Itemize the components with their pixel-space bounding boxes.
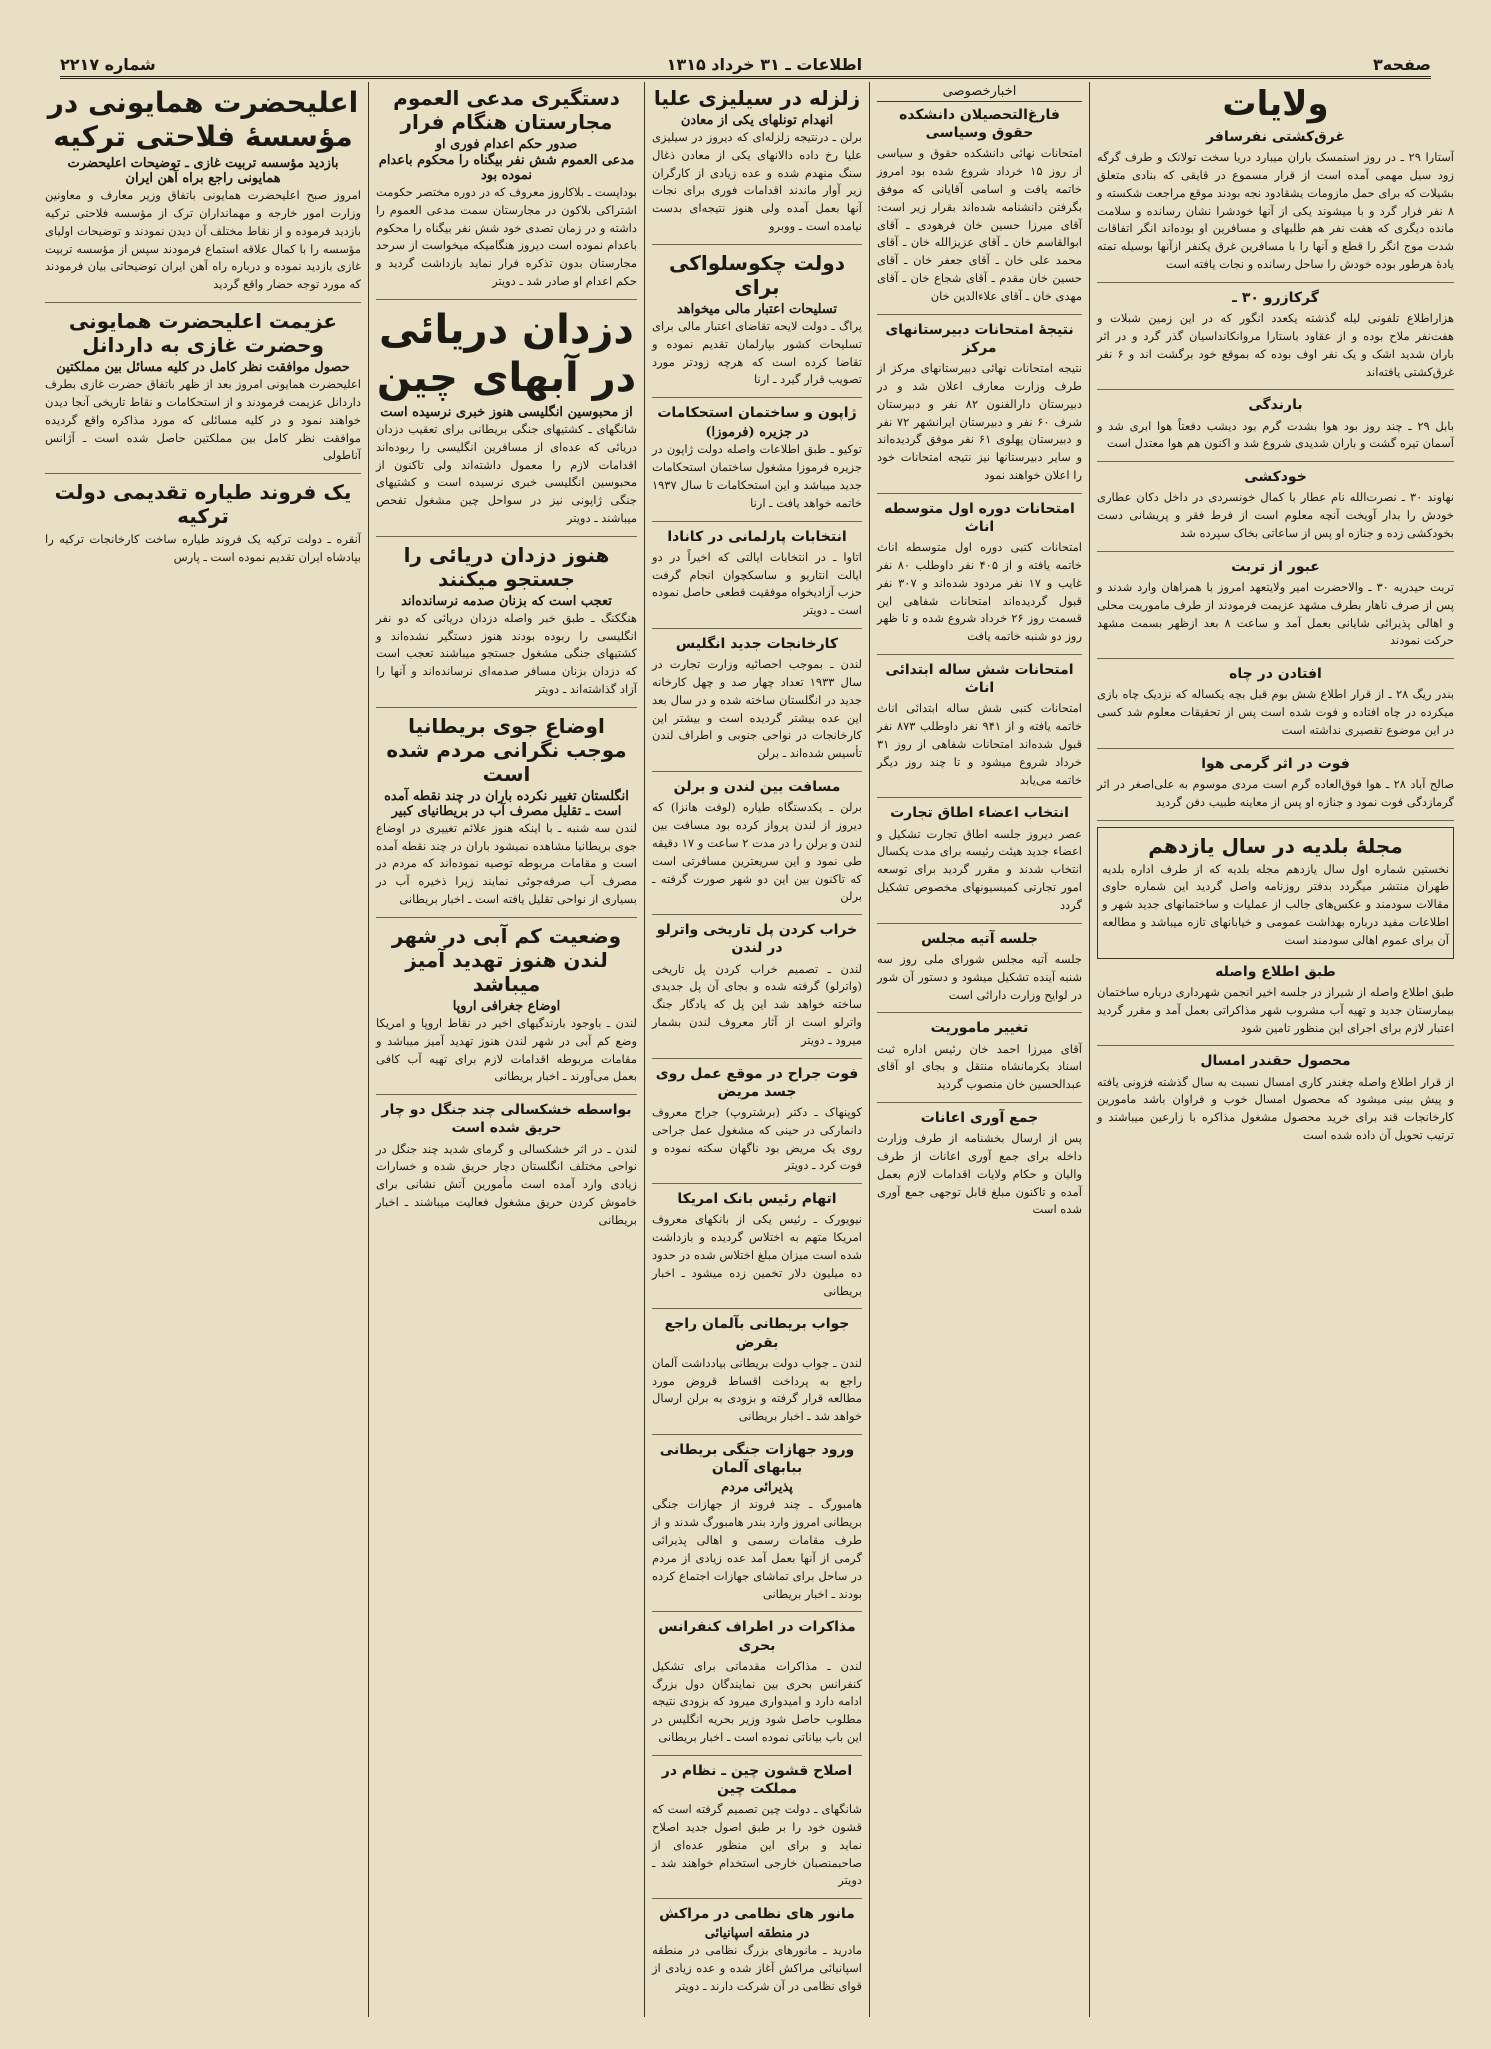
headline: بواسطه خشکسالی چند جنگل دو چار حریق شده است [381, 1102, 632, 1137]
article [1097, 396, 1454, 462]
issue-number: شماره ۲۲۱۷ [60, 54, 156, 74]
page-number: صفحه۳ [1373, 54, 1431, 74]
article [45, 86, 361, 303]
headline: اتهام رئیس بانک امریکا [677, 1191, 837, 1208]
article-body: کوپنهاک ـ دکتر (برشتروپ) جراح معروف دانمارکی در حینی که مشغول عمل جراحی روی یک مریض بود ناگهان سکته نموده و فوت کرد ـ دویتر [652, 1104, 862, 1173]
article [45, 480, 361, 575]
columns [38, 82, 1461, 2017]
kicker: در جزیره (فرموزا) [705, 425, 809, 441]
article [1097, 558, 1454, 659]
headline: وضعیت کم آبی در شهر لندن هنوز تهدید آمیز میباشد [391, 923, 622, 996]
article-body: مادرید ـ مانورهای بزرگ نظامی در منطقه اسپانیائی مراکش آغاز شده و عده زیادی از قوای نظامی در آن شرکت دارند ـ دویتر [652, 1943, 862, 1993]
masthead [60, 52, 1431, 79]
headline: جواب بریطانی بآلمان راجع بقرض [664, 1316, 850, 1351]
subheadline: از محبوسین انگلیسی هنوز خبری نرسیده است [380, 404, 633, 420]
headline: محصول حقندر امسال [1200, 1053, 1351, 1070]
article-body: آنقره ـ دولت ترکیه یک فروند طیاره ساخت کارخانجات ترکیه را بپادشاه ایران تقدیم نموده است ـ پارس [45, 532, 361, 564]
article-body: امتحانات کتبی دوره اول متوسطه اناث خاتمه یافته و از ۴۰۵ نفر داوطلب ۸۰ نفر غایب و ۱۷ نفر مردود شده‌اند و ۳۰۷ نفر قبول گردیده‌اند امتحانات شفاهی این قسمت روز ۲۶ خرداد شروع شده و تا ظهر روز دو شنبه خاتمه یافت [877, 540, 1083, 644]
article-body: جلسه آتیه مجلس شورای ملی روز سه شنبه آینده تشکیل میشود و دستور آن شور در لوایح وزارت دارائی است [877, 951, 1082, 1002]
headline: افتادن در چاه [1229, 666, 1322, 683]
column-royal-visit [38, 82, 368, 2017]
headline: عبور از تربت [1231, 558, 1320, 575]
article [1097, 128, 1454, 283]
headline: بارندگی [1248, 397, 1303, 414]
article-body: لندن سه شنبه ـ با اینکه هنوز علائم تغییری در اوضاع جوی بریطانیا مشاهده نمیشود باران در چند نقطه آمده است و مقامات مربوطه توصیه نموده‌اند که مردم در مصرف آب صرفه‌جوئی نمایند زیرا ذخیره آب در بسیاری از نواحی تقلیل یافته است ـ اخبار بریطانی [376, 820, 637, 907]
article [45, 309, 361, 474]
article-body: لندن ـ تصمیم خراب کردن پل تاریخی (واترلو) گرفته شده و بجای آن پل جدیدی ساخته خواهد شد این پل که یادگار جنگ واترلو است از آثار معروف لندن بشمار میرود ـ دویتر [652, 961, 862, 1047]
article-body: تربت حیدریه ۳۰ ـ والاحضرت امیر ولایتعهد امروز با همراهان وارد شدند و پس از صرف ناهار بطرف مشهد عزیمت فرمودند از طرف ماموریت محلی و اهالی پذیرائی شایانی بعمل آمد و ساعت ۸ بعد ازظهر بسمت مشهد حرکت نمودند [1097, 579, 1454, 648]
headline: ورود جهازات جنگی بریطانی ببابهای آلمان [659, 1442, 855, 1477]
headline: مذاکرات در اطراف کنفرانس بحری [658, 1619, 856, 1654]
article-body: برلن ـ درنتیجه زلزله‌ای که دیروز در سیلیزی علیا رخ داده دالانهای یکی از معادن ذغال سنگ منهدم شده و عده زیادی از کارگران زیر آوار ماندند اقدامات فوری برای نجات آنها بعمل آمده ولی هنوز نتیجه‌ای بدست نیامده است ـ ووبرو [652, 130, 862, 234]
headline: ژاپون و ساختمان استحکامات [657, 405, 857, 422]
headline: غرق‌کشتی نفرسافر [1206, 129, 1345, 145]
article [376, 86, 637, 300]
article-body: اعلیحضرت همایونی امروز بعد از ظهر باتفاق حضرت غازی بطرف داردانل عزیمت فرمودند و از استحکامات و نقاط تاریخی آنجا دیدن خواهند نمود و در کلیه مسائلی که مورد مذاکره واقع گردیده موافقت نظر کامل بین مملکتین حاصل شده است ـ آژانس آناطولی [45, 377, 361, 463]
article-body: امتحانات نهائی دانشکده حقوق و سیاسی از روز ۱۵ خرداد شروع شده بود امروز خاتمه یافت و اسامی آقایانی که موفق بگرفتن دانشنامه شده‌اند بقرار زیر است: آقای میرزا حسین خان فرهودی ـ آقای ابوالقاسم خان ـ آقای عزیزالله خان ـ آقای محمد علی خان ـ آقای جعفر خان ـ آقای حسین خان مقدم ـ آقای شجاع خان ـ آقای مهدی خان ـ آقای علاءالدین خان [877, 146, 1082, 303]
article [652, 921, 862, 1058]
headline: اصلاح قشون چین ـ نظام در مملکت چین [661, 1762, 853, 1797]
article-body: بندر ریگ ۲۸ ـ از قرار اطلاع شش بوم قبل بچه یکساله که نزدیک چاه بازی میکرده در چاه افتاده و فوت شده است پس از تحقیقات معلوم شد کسی در این موضوع تقصیری نداشته است [1097, 687, 1454, 737]
kicker: انهدام تونلهای یکی از معادن [680, 113, 834, 128]
headline: فارغ‌التحصیلان دانشکده حقوق وسیاسی [899, 107, 1060, 142]
article [877, 930, 1082, 1014]
headline: گرکازرو ۳۰ ـ [1232, 289, 1319, 306]
article [652, 1762, 862, 1899]
headline: هنوز دزدان دریائی را جستجو میکنند [403, 542, 610, 591]
article-body: آستارا ۲۹ ـ در روز استمسک باران میبارد دریا سخت تولانک و طرف گرگه زود سیل مهمی آمده است از قرار مسموع در قایقی که بنادی متعلق بشیلات که برای حمل مازومات یشقادود نجه بودند موقع مراجعت شکسته و ۸ نفر فرار گرد و با میشوند یکی از آنها خودشرا نشان رسانده و سلامت مانده دیگری که هفت نفر هم طلبهای و مسافرین او بوده‌اند انگر اتفاقات شدت موج انگر را قطع و آنها را با مسافرین غرق یکنفر ازآنها بوسیله تمته یادهٔ هرطور بوده خودش را ساحل رسانده و نجات یافته است [1097, 150, 1454, 272]
article [877, 321, 1082, 494]
column-label: اخبارخصوصی [877, 84, 1082, 102]
headline: دستگیری مدعی العموم مجارستان هنگام فرار [393, 86, 620, 134]
headline: جلسه آتیه مجلس [921, 930, 1038, 947]
article [652, 635, 862, 772]
article [1097, 665, 1454, 749]
headline: مجلهٔ بلدیه در سال یازدهم [1148, 833, 1403, 858]
article-body: امتحانات کتبی شش ساله ابتدائی اناث خاتمه یافته و از ۹۴۱ نفر داوطلب ۸۷۳ نفر قبول شده‌اند امتحانات شفاهی از روز ۳۱ خرداد شروع میشود و تا چند روز دیگر خاتمه می‌یابد [877, 701, 1082, 787]
article [1097, 1052, 1454, 1152]
article-body: نتیجه امتحانات نهائی دبیرستانهای مرکز از طرف وزارت معارف اعلان شد و در دبیرستان دارالفنون ۸۲ نفر و دبیرستان شرف ۶۰ نفر و دبیرستان ایرانشهر ۷۲ نفر و دبیرستان پهلوی ۶۱ نفر موفق گردیده‌اند و سایر دبیرستانها نیز نتیجه امتحانات خود را اعلان خواهند نمود [877, 361, 1083, 482]
article-body: نخستین شماره اول سال یازدهم مجله بلدیه که از طرف اداره بلدیه طهران منتشر میگردد بدفتر روزنامه واصل گردید این شماره حاوی مقالات سودمند و عکس‌های جالب از عملیات و ساختمانهای جدید شهر و اطلاعات مفید درباره بهداشت عمومی و خیابانهای تازه میباشد و مطالعه آن برای عموم اهالی سودمند است [1102, 861, 1449, 947]
article-body: شانگهای ـ کشتیهای جنگی بریطانی برای تعقیب دزدان دریائی که عده‌ای از مسافرین انگلیسی را ربوده‌اند اقدامات لازم را معمول داشته‌اند ولی تاکنون از محبوسین انگلیسی خبری نرسیده است و کشتیهای جنگی ژاپونی نیز در سواحل چین مشغول تفحص میباشند ـ دویتر [376, 421, 637, 525]
article-body: لندن ـ مذاکرات مقدماتی برای تشکیل کنفرانس بحری بین نمایندگان دول بزرگ ادامه دارد و امیدواری میرود که بزودی نتیجه مطلوب حاصل شود وزیر بحریه انگلیس در این باب بیاناتی نموده است ـ اخبار بریطانی [652, 1658, 862, 1744]
headline: کارخانجات جدید انگلیس [675, 636, 839, 652]
headline: امتحانات دوره اول متوسطه اناث [884, 500, 1075, 535]
headline: امتحانات شش ساله ابتدائی اناث [885, 662, 1074, 697]
article [652, 1190, 862, 1309]
article [652, 86, 862, 245]
headline: طبق اطلاع واصله [1215, 963, 1336, 980]
article-body: طبق اطلاع واصله از شیراز در جلسه اخیر انجمن شهرداری درباره ساختمان بیمارستان جدید و تهیه آب مشروب شهر مذاکراتی بعمل آمد و مقرر گردید اعتبار لازم برای اجرای این منظور تامین شود [1097, 984, 1454, 1035]
article [376, 714, 637, 918]
issue-date: اطلاعات ـ ۳۱ خرداد ۱۳۱۵ [666, 54, 863, 74]
headline: دزدان دریائی در آبهای چین [376, 306, 637, 401]
kicker: پذیرائی مردم [721, 1480, 793, 1496]
kicker: تعجب است که بزنان صدمه نرسانده‌اند [401, 593, 612, 609]
article-body: پراگ ـ دولت لایحه تقاضای اعتبار مالی برای تسلیحات کشور بپارلمان تقدیم نموده و تقاضا کرده است که هرچه زودتر مورد تصویب قرار گیرد ـ ارنا [652, 318, 862, 387]
article [376, 1101, 637, 1237]
article [652, 1315, 862, 1435]
article-body: نیویورک ـ رئیس یکی از بانکهای معروف امریکا متهم به اختلاس گردیده و بازداشت شده است میزان مبلغ اختلاس شده در حدود ده میلیون دلار تخمین زده میشود ـ اخبار بریطانی [652, 1212, 862, 1298]
headline: مانور های نظامی در مراکش [659, 1906, 855, 1923]
article-body: نهاوند ۳۰ ـ نصرت‌الله نام عطار با کمال خونسردی در داخل دکان عطاری خودش را بدار آویخت آنچه معلوم است از فرط فقر و پریشانی دست بخودکشی زده و جنازه او پس از ساعاتی بخاک سپرده شد [1097, 490, 1455, 540]
column-private-news [869, 82, 1089, 2017]
article [1097, 963, 1454, 1047]
headline: نتیجهٔ امتحانات دبیرستانهای مرکز [885, 321, 1074, 356]
article-body: لندن ـ در اثر خشکسالی و گرمای شدید چند جنگل در نواحی مختلف انگلستان دچار حریق شده و خسارات زیادی وارد آمده است مأمورین آتش نشانی برای خاموش کردن حریق مشغول فعالیت میباشند ـ اخبار بریطانی [376, 1141, 637, 1227]
headline: جمع آوری اعانات [920, 1109, 1039, 1126]
article-body: بوداپست ـ بلاکاروز معروف که در دوره مختصر حکومت اشتراکی بلاکون در مجارستان سمت مدعی العموم را داشته و در زمان تصدی خود شش نفر بیگناه را محکوم باعدام نموده است دیروز هنگامیکه میخواست از سرحد مجارستان بدون تذکره فرار نماید بازداشت گردید و حکم اعدام او صادر شد ـ دویتر [376, 185, 637, 289]
article [877, 661, 1082, 798]
article [877, 106, 1082, 315]
article-body: پس از ارسال بخشنامه از طرف وزارت داخله برای جمع آوری اعانات از طرف والیان و حکام ولایات اقدامات لازم بعمل آمده و تاکنون مبلغ قابل توجهی جمع آوری شده است [877, 1131, 1082, 1217]
article [652, 1065, 862, 1185]
headline: یک فروند طیاره تقدیمی دولت ترکیه [54, 480, 352, 529]
article-body: لندن ـ بموجب احصائیه وزارت تجارت در سال ۱۹۳۳ تعداد چهار صد و چهل کارخانه جدید در انگلستان ساخته شده و در سال بعد این عده بیشتر گردیده است و بیشتر این کارخانجات در نواحی جنوبی و اطراف لندن تأسیس شده‌اند ـ برلن [652, 657, 862, 761]
headline: فوت جراح در موقع عمل روی جسد مریض [655, 1065, 859, 1100]
article [652, 528, 862, 629]
headline: انتخابات پارلمانی در کانادا [667, 528, 847, 545]
article [877, 1019, 1082, 1103]
article [1097, 289, 1454, 390]
kicker: اوضاع جغرافی اروپا [452, 998, 561, 1014]
kicker: انگلستان تغییر نکرده باران در چند نقطه آمده است ـ تقلیل مصرف آب در بریطانیای کبیر [384, 788, 629, 819]
article-body: لندن ـ باوجود بارندگیهای اخیر در نقاط اروپا و امریکا وضع کم آبی در شهر لندن هنوز تهدید آمیز میباشد و مقامات مربوطه اقدامات لازم برای تهیه آب کافی بعمل می‌آورند ـ اخبار بریطانی [376, 1015, 637, 1084]
article-body: عصر دیروز جلسه اطاق تجارت تشکیل و اعضاء جدید هیئت رئیسه برای مدت یکسال انتخاب شدند و مقرر گردید برای توسعه امور تجارتی کمیسیونهای مخصوص تشکیل گردد [877, 826, 1082, 912]
article [652, 1905, 862, 2004]
article [652, 404, 862, 521]
article [1097, 468, 1454, 552]
kicker: مدعی العموم شش نفر بیگناه را محکوم باعدام نموده بود [378, 153, 635, 183]
headline: دولت چکوسلواکی برای [668, 250, 845, 299]
headline: خودکشی [1244, 469, 1307, 486]
article [877, 500, 1082, 655]
headline: اوضاع جوی بریطانیا موجب نگرانی مردم شده است [386, 713, 627, 786]
article [376, 924, 637, 1095]
article-body: شانگهای ـ دولت چین تصمیم گرفته است که قشون خود را بر طبق اصول جدید اصلاح نماید و برای این منظور عده‌ای از صاحبمنصبان خارجی استخدام خواهند شد ـ دویتر [652, 1802, 862, 1888]
article-body: امروز صبح اعلیحضرت همایونی باتفاق وزیر معارف و معاونین وزارت امور خارجه و مهمانداران ترک از مؤسسه فلاحتی ترکیه بازدید فرموده و از نقاط مختلف آن دیدن نمودند و توضیحات اولیای مؤسسه را با کمال علاقه استماع فرمودند سپس از مؤسسه تربیت غازی بازدید نموده و درباره راه آهن ایران توضیحاتی بیان فرمودند که مورد توجه حضار واقع گردید [45, 188, 361, 292]
subheadline: صدور حکم اعدام فوری او [435, 137, 578, 152]
headline: زلزله در سیلیزی علیا [653, 86, 861, 110]
article [376, 543, 637, 708]
article-boxed [1097, 827, 1454, 959]
headline: تغییر ماموریت [930, 1020, 1029, 1037]
headline: انتخاب اعضاء اطاق تجارت [890, 805, 1069, 822]
headline: مسافت بین لندن و برلن [673, 779, 841, 796]
article [652, 251, 862, 398]
article-body: برلن ـ یکدستگاه طیاره (لوفت هانزا) که دیروز از لندن پرواز کرده بود مسافت بین لندن و برلن را در مدت ۲ ساعت و ۱۷ دقیقه طی نمود و این سریعترین مسافرتی است که تاکنون بین این دو شهر صورت گرفته ـ برلن [652, 800, 862, 904]
headline: عزیمت اعلیحضرت همایونی وحضرت غازی به داردانل [68, 309, 338, 358]
article-body: توکیو ـ طبق اطلاعات واصله دولت ژاپون در جزیره فرموزا مشغول ساختمان استحکامات جدید میباشد و این استحکامات تا سال ۱۹۳۷ خاتمه خواهد یافت ـ ارنا [652, 442, 862, 510]
headline: خراب کردن پل تاریخی واترلو در لندن [656, 922, 858, 957]
column-world-news [368, 82, 644, 2017]
article-body: آقای میرزا احمد خان رئیس اداره ثبت اسناد بکرمانشاه منتقل و بجای او آقای عبدالحسین خان منصوب گردید [877, 1041, 1082, 1092]
kicker: بازدید مؤسسه تربیت غازی ـ توضیحات اعلیحضرت همایونی راجع براه آهن ایران [67, 156, 339, 187]
headline: فوت در اثر گرمی هوا [1201, 755, 1350, 772]
article [877, 804, 1082, 923]
article-body: صالح آباد ۲۸ ـ هوا فوق‌العاده گرم است مردی موسوم به علی‌اصغر در اثر گرمازدگی فوت نمود و جنازه او پس از معاینه طبیب دفن گردید [1097, 777, 1455, 809]
article-body: بابل ۲۹ ـ چند روز بود هوا بشدت گرم بود دیشب دفعتاً هوا ابری شد و آسمان تیره گشت و باران شدیدی شروع شد و اکنون هم هوا معتدل است [1097, 418, 1454, 451]
article-body: اتاوا ـ در انتخابات ایالتی که اخیراً در دو ایالت انتاریو و ساسکچوان انجام گرفت حزب آزادیخواه موفقیت قطعی حاصل نموده است ـ دویتر [652, 549, 862, 618]
article [652, 1618, 862, 1755]
article [877, 1109, 1082, 1227]
article-body: لندن ـ جواب دولت بریطانی بیادداشت آلمان راجع به پرداخت اقساط قروض مورد مطالعه قرار گرفته و بزودی به برلن ارسال خواهد شد ـ اخبار بریطانی [652, 1355, 862, 1424]
column-foreign-news [644, 82, 869, 2017]
article [652, 778, 862, 915]
headline: اعلیحضرت همایونی در مؤسسهٔ فلاحتی ترکیه [47, 86, 359, 153]
article-body: هنگکنگ ـ طبق خبر واصله دزدان دریائی که دو نفر انگلیسی را ربوده بودند هنوز دستگیر نشده‌اند و کشتیهای جنگی مشغول جستجو میباشند تعجب است که دزدان بزنان مسافر صدمه‌ای نرسانده‌اند و آنها را آزاد گذاشته‌اند ـ دویتر [376, 610, 637, 696]
article-body: هزاراطلاع تلفونی لیله گذشته یکعدد انگور که در این زمین شبلات و هفت‌نفر ملاح بوده و از عقاود باستارا مروانکانداسیان گذر گرد و در اثر باران شدید اشک و یک نفر اوف بوده که بموقع خود برگشت اند و ۶ نفر غرق‌کشتی یافته‌اند [1097, 311, 1454, 379]
kicker: در منطقه اسپانیائی [704, 1926, 810, 1942]
section-title: ولایات [1222, 84, 1329, 124]
kicker: حصول موافقت نظر کامل در کلیه مسائل بین مملکتین [56, 360, 350, 376]
article [1097, 755, 1454, 821]
article-body: از قرار اطلاع واصله چغندر کاری امسال نسبت به سال گذشته فزونی یافته و پیش بینی میشود که محصول امسال خوب و فراوان باشد مامورین کارخانجات قند برای خرید محصول مشغول مذاکره با زارعین میباشند و ترتیب تحویل آن داده شده است [1097, 1074, 1454, 1142]
article [376, 306, 637, 537]
article [652, 1441, 862, 1612]
column-provinces [1089, 82, 1461, 2017]
article-body: هامبورگ ـ چند فروند از جهازات جنگی بریطانی امروز وارد بندر هامبورگ شدند و از طرف مقامات رسمی و اهالی پذیرائی گرمی از آنها بعمل آمد عده زیادی از مردم در ساحل برای تماشای جهازات اجتماع کرده بودند ـ اخبار بریطانی [652, 1497, 862, 1601]
kicker: تسلیحات اعتبار مالی میخواهد [676, 301, 838, 317]
